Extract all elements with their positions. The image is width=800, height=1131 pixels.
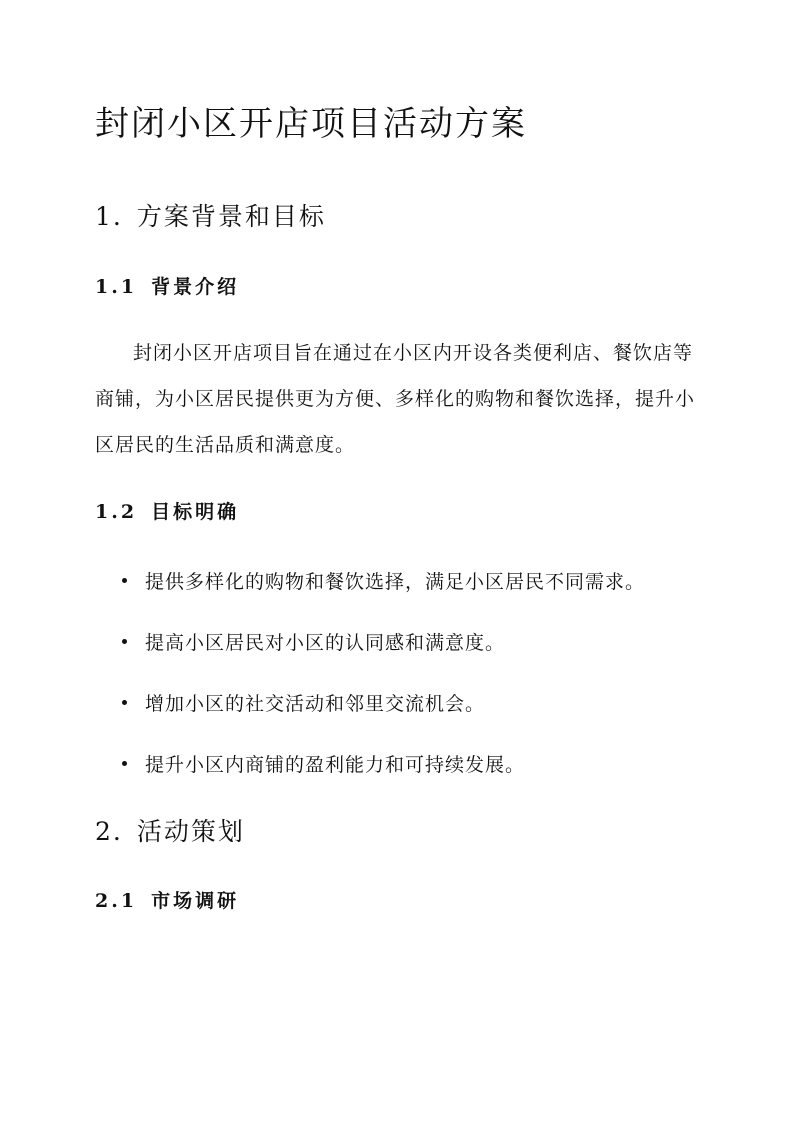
- subsection-title: 目标明确: [151, 501, 240, 523]
- list-item: [95, 611, 705, 672]
- list-item: [95, 733, 705, 794]
- list-item-text: 增加小区的社交活动和邻里交流机会。: [145, 693, 486, 715]
- section-number: 2.: [95, 817, 123, 846]
- bullet-icon: [122, 761, 127, 766]
- background-paragraph: 封闭小区开店项目旨在通过在小区内开设各类便利店、餐饮店等商铺，为小区居民提供更为方便、多样化的购物和餐饮选择，提升小区居民的生活品质和满意度。: [95, 342, 696, 456]
- subsection-number: 1.2: [95, 501, 138, 523]
- section-title: 活动策划: [136, 817, 245, 846]
- subsection-heading-2-1: [95, 886, 239, 913]
- list-item-text: 提供多样化的购物和餐饮选择，满足小区居民不同需求。: [145, 571, 646, 593]
- section-title: 方案背景和目标: [136, 202, 326, 231]
- bullet-icon: [122, 639, 127, 644]
- bullet-icon: [122, 700, 127, 705]
- subsection-heading-1-1: [95, 272, 239, 299]
- list-item: [95, 672, 705, 733]
- subsection-heading-1-2: [95, 497, 239, 524]
- section-number: 1.: [95, 202, 123, 231]
- subsection-number: 1.1: [95, 276, 138, 298]
- subsection-title: 市场调研: [151, 890, 240, 912]
- section-heading-2: [95, 812, 245, 848]
- list-item-text: 提升小区内商铺的盈利能力和可持续发展。: [145, 754, 526, 776]
- subsection-number: 2.1: [95, 890, 138, 912]
- document-title: 封闭小区开店项目活动方案: [95, 104, 527, 144]
- list-item-text: 提高小区居民对小区的认同感和满意度。: [145, 632, 506, 654]
- goals-list: [95, 550, 705, 794]
- bullet-icon: [122, 578, 127, 583]
- list-item: [95, 550, 705, 611]
- subsection-title: 背景介绍: [151, 276, 240, 298]
- section-heading-1: [95, 197, 326, 233]
